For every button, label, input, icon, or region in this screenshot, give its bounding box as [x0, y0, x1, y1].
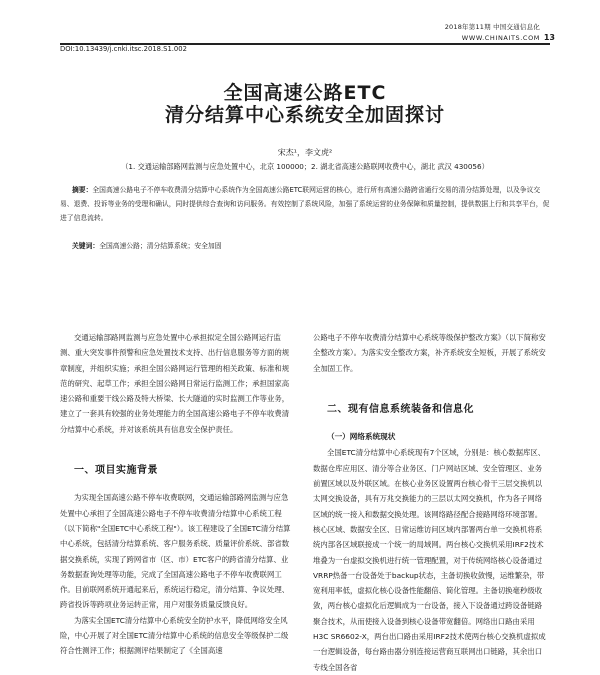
title-line-1: 全国高速公路ETC [223, 82, 387, 104]
abstract-text: 全国高速公路电子不停车收费清分结算中心系统作为全国高速公路ETC联网运营的核心，进行所有高速公路跨省通行交易的清分结算处理，以及争议交易、退费、投诉等业务的受理和确认，同时提供综合查询和访问服务。有效控制了系统风险，加强了系统运营的业务保障和质量控制，提供数据上行和共享平台，促进了信息流转。 [60, 186, 550, 222]
section-heading-2: 二、现有信息系统装备和信息化 [327, 403, 474, 415]
keywords [72, 240, 222, 250]
doi: DOI:10.13439/j.cnki.itsc.2018.S1.002 [60, 45, 187, 53]
section-heading-1: 一、项目实施背景 [74, 465, 158, 477]
body-paragraph: 公路电子不停车收费清分结算中心系统等级保护整改方案》（以下简称安全整改方案）。为落实安全整改方案，补齐系统安全短板，开展了系统安全加固工作。 [313, 333, 546, 373]
title-line-2: 清分结算中心系统安全加固探讨 [164, 104, 445, 126]
page-number: 13 [543, 33, 555, 42]
subsection-heading: （一）网络系统现状 [327, 432, 396, 442]
journal-issue: 2018年第11期 中国交通信息化 [444, 23, 540, 31]
authors: 宋杰¹，李文虎² [277, 148, 333, 157]
journal-site[interactable]: WWW.CHINAITS.COM [461, 34, 540, 42]
abstract-label: 摘要： [72, 186, 93, 194]
left-column [60, 330, 293, 659]
right-column [313, 330, 546, 675]
body-paragraph: 全国ETC清分结算中心系统现有7个区域，分别是：核心数据库区、数据仓库应用区、清分等合业务区、门户网站区域、安全管理区、业务前置区域以及外联区域。在核心业务区设置两台核心骨干三层交换机以太网交换设备，具有万兆交换能力的三层以太网交换机，作为各子网络区域的统一接入和数据交换处理。该网络路径配合接路网络环境部署。核心区域、数据安全区、日常运维访问区域内部署两台单一交换机将系统内部各区域联接成一个统一的局域网。两台核心交换机采用IRF2技术堆叠为一台虚拟交换机进行统一管理配置，对于传统网络核心设备通过VRRP热备一台设备处于backup状态，主备切换收敛慢，运维繁杂，带宽利用率低，虚拟化核心设备性能翻倍、简化管理。主备切换毫秒级收敛，两台核心虚拟化后逻辑成为一台设备，接入下设备通过跨设备链路聚合技术，从而使接入设备到核心设备带宽翻倍。网络出口路由采用H3C SR6602-X，两台出口路由采用IRF2技术使两台核心交换机虚拟成一台逻辑设备，每台路由器分别连接运营商互联网出口链路，其余出口专线全国各省 [313, 448, 546, 672]
running-header [340, 22, 540, 42]
keywords-label: 关键词： [72, 242, 100, 250]
body-paragraph: 为落实全国ETC清分结算中心系统安全防护水平，降低网络安全风险，中心开展了对全国ETC清分结算中心系统的信息安全等级保护二级符合性测评工作；根据测评结果制定了《全国高速 [60, 615, 289, 656]
intro-paragraph: 交通运输部路网监测与应急处置中心承担拟定全国公路网运行监测、重大突发事件预警和应急处置技术支持、出行信息服务等方面的规章制度，并组织实施；承担全国公路网运行管理的相关政策、标准和规范的研究、起草工作；承担全国公路网日常运行监测工作；承担国家高速公路和重要干线公路及特大桥梁、长大隧道的实时监测工作等业务，建立了一套具有较强的业务处理能力的全国高速公路电子不停车收费清分结算中心系统，并对该系统具有信息安全保护责任。 [60, 333, 290, 434]
affiliation: （1. 交通运输部路网监测与应急处置中心，北京 100000；2. 湖北省高速公路联网收费中心，湖北 武汉 430056） [121, 162, 489, 171]
body-paragraph: 为实现全国高速公路不停车收费联网，交通运输部路网监测与应急处置中心承担了全国高速公路电子不停车收费清分结算中心系统工程（以下简称"全国ETC中心系统工程"）。该工程建设了全国ETC清分结算中心系统，包括清分结算系统、客户服务系统、质量评价系统、部省数据交换系统，实现了跨网省市（区、市）ETC客户的跨省清分结算、业务数据查询处理等功能，完成了全国高速公路电子不停车收费联网工作。目前联网系统开通起来后，系统运行稳定，清分结算、争议处理、跨省投诉等跨项业务运转正常，用户对服务质量反馈良好。 [60, 493, 291, 610]
abstract [60, 183, 550, 225]
keywords-text: 全国高速公路；清分结算系统；安全加固 [99, 242, 222, 250]
